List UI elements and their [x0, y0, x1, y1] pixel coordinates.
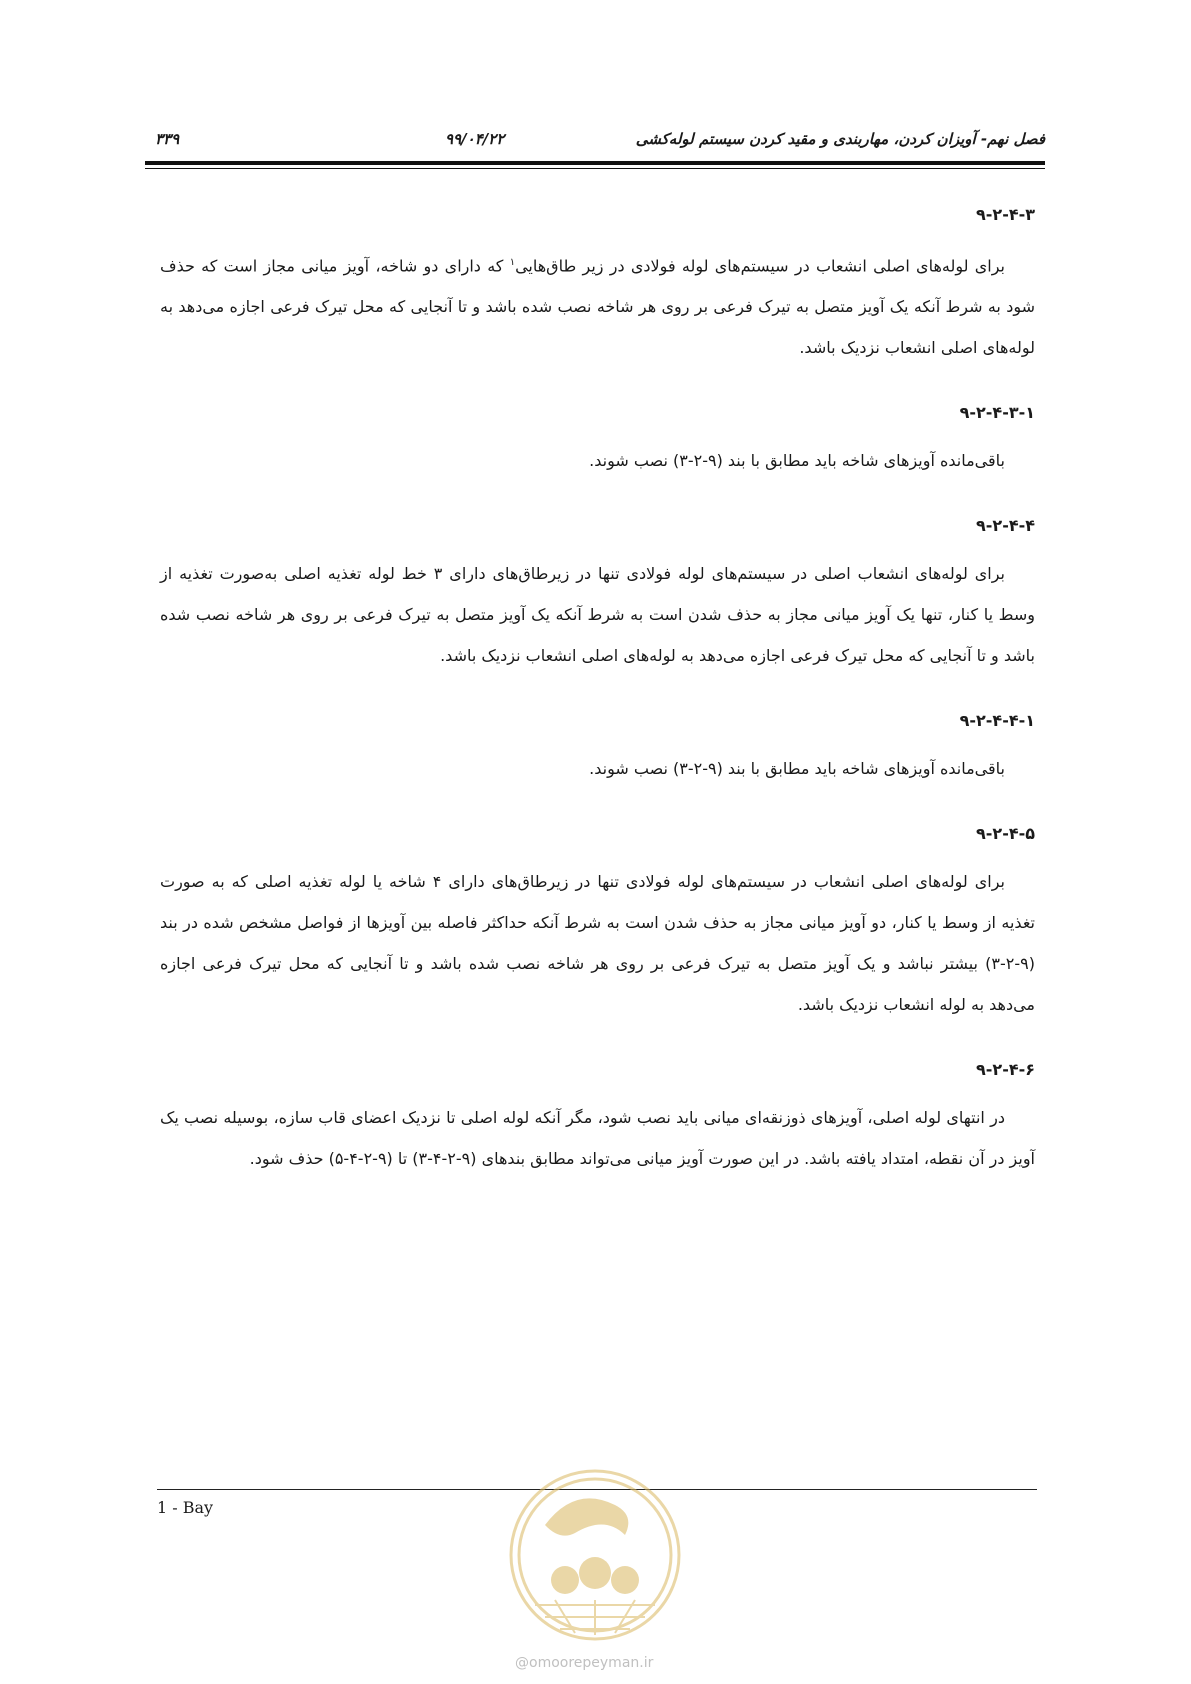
paragraph-text: برای لوله‌های اصلی انشعاب در سیستم‌های لوله فولادی در زیر طاق‌هایی — [515, 256, 1006, 276]
section-paragraph — [160, 242, 1035, 368]
document-body — [160, 200, 1035, 1209]
footnote: 1 - Bay — [157, 1498, 214, 1517]
paragraph-text: که دارای دو شاخه، آویز میانی مجاز است که حذف شود به شرط آنکه یک آویز متصل به تیرک فرعی بر روی هر شاخه نصب شده باشد و تا آنجایی که محل تیرک فرعی اجازه می‌دهد به لوله‌های اصلی انشعاب نزدیک باشد. — [160, 256, 1035, 358]
section-number: ۹-۲-۴-۴ — [976, 516, 1035, 536]
section-paragraph: در انتهای لوله اصلی، آویزهای ذوزنقه‌ای میانی باید نصب شود، مگر آنکه لوله اصلی تا نزدیک اعضای قاب سازه، بوسیله نصب یک آویز در آن نقطه، امتداد یافته باشد. در این صورت آویز میانی می‌تواند مطابق بندهای (۹-۲-۴-۳) تا (۹-۲-۴-۵) حذف شود. — [160, 1108, 1035, 1169]
footnote-marker[interactable]: ۱ — [509, 257, 516, 268]
header-date: ۹۹/۰۴/۲۲ — [445, 130, 505, 148]
page-number: ۳۳۹ — [155, 130, 180, 148]
page-header — [145, 130, 1045, 158]
section-number: ۹-۲-۴-۴-۱ — [959, 711, 1035, 731]
section-number: ۹-۲-۴-۳-۱ — [959, 403, 1035, 423]
header-rule-thin — [145, 168, 1045, 169]
watermark-site: @omoorepeyman.ir — [515, 1655, 654, 1671]
watermark-logo-icon — [505, 1455, 685, 1655]
section-number: ۹-۲-۴-۶ — [976, 1060, 1035, 1080]
section-paragraph: برای لوله‌های انشعاب اصلی در سیستم‌های لوله فولادی تنها در زیرطاق‌های دارای ۳ خط لوله تغذیه اصلی به‌صورت تغذیه از وسط یا کنار، تنها یک آویز میانی مجاز به حذف شدن است به شرط آنکه یک آویز متصل به تیرک فرعی بر روی هر شاخه نصب شده باشد و تا آنجایی که محل تیرک فرعی اجازه می‌دهد به لوله‌های اصلی انشعاب نزدیک باشد. — [160, 564, 1035, 666]
section-paragraph: برای لوله‌های اصلی انشعاب در سیستم‌های لوله فولادی تنها در زیرطاق‌های دارای ۴ شاخه یا لوله تغذیه اصلی که به صورت تغذیه از وسط یا کنار، دو آویز میانی مجاز به حذف شدن است به شرط آنکه حداکثر فاصله بین آویزها از فواصل مشخص شده در بند (۹-۲-۳) بیشتر نباشد و یک آویز متصل به تیرک فرعی بر روی هر شاخه نصب شده باشد و تا آنجایی که محل تیرک فرعی اجازه می‌دهد به لوله انشعاب نزدیک باشد. — [160, 872, 1035, 1015]
header-rule-thick — [145, 161, 1045, 165]
section-paragraph: باقی‌مانده آویزهای شاخه باید مطابق با بند (۹-۲-۳) نصب شوند. — [589, 451, 1005, 471]
section-number: ۹-۲-۴-۳ — [976, 205, 1035, 224]
section-number: ۹-۲-۴-۵ — [976, 824, 1035, 844]
section-paragraph: باقی‌مانده آویزهای شاخه باید مطابق با بند (۹-۲-۳) نصب شوند. — [589, 759, 1005, 779]
chapter-title: فصل نهم- آویزان کردن، مهاربندی و مقید کردن سیستم لوله‌کشی — [635, 130, 1045, 148]
